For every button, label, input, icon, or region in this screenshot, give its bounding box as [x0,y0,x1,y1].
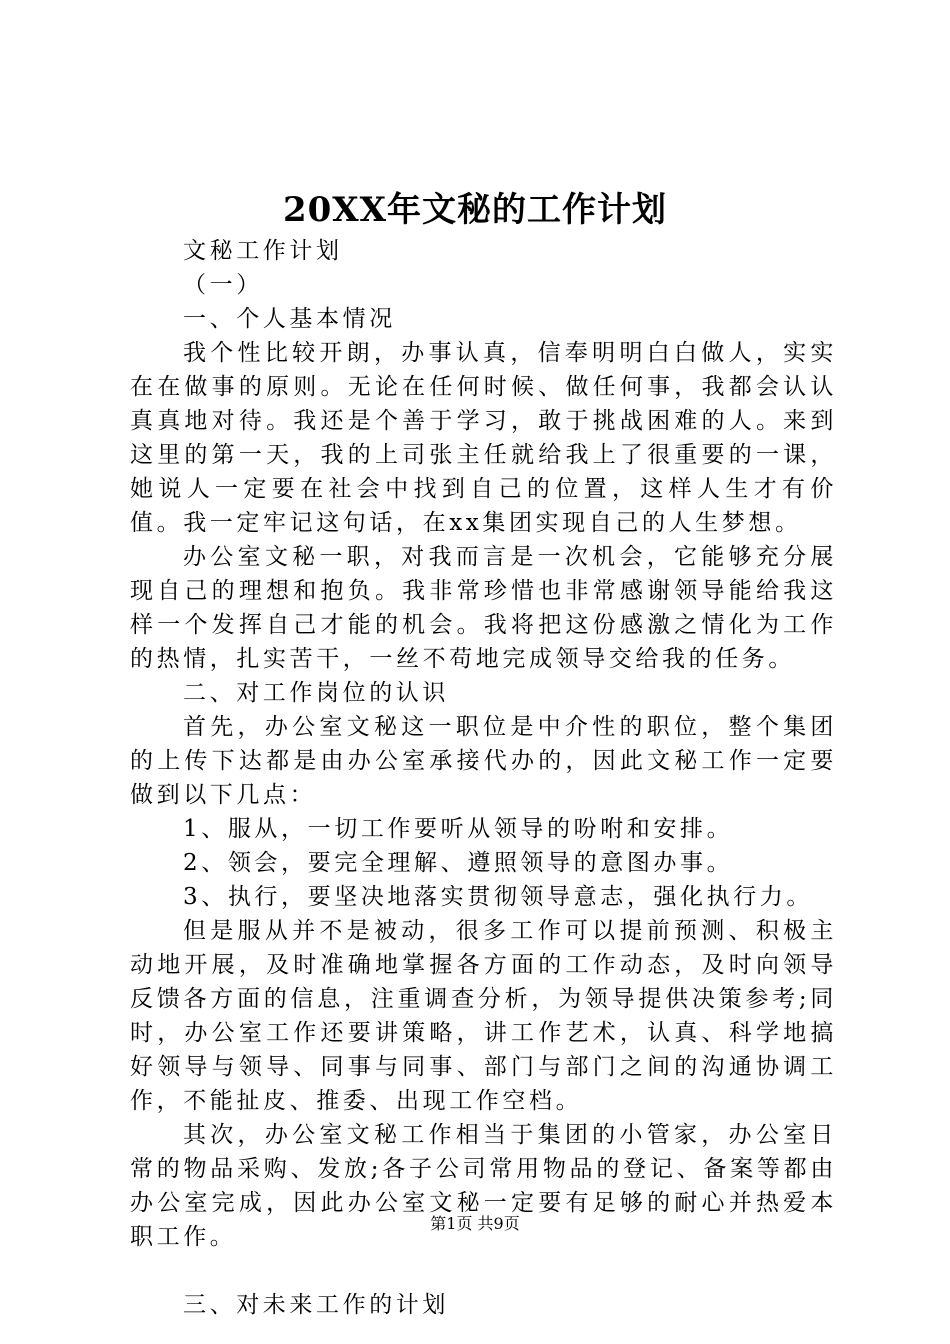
section-heading: 三、对未来工作的计划 [183,1292,449,1318]
paragraph: 其次，办公室文秘工作相当于集团的小管家，办公室日常的物品采购、发放;各子公司常用物品的登记、备案等都由办公室完成，因此办公室文秘一定要有足够的耐心并热爱本职工作。 [130,1122,837,1250]
section-heading: 二、对工作岗位的认识 [183,680,449,706]
paragraph: 首先，办公室文秘这一职位是中介性的职位，整个集团的上传下达都是由办公室承接代办的，因此文秘工作一定要做到以下几点： [130,714,837,808]
list-item: 3、执行，要坚决地落实贯彻领导意志，强化执行力。 [183,884,814,910]
document-body [130,234,837,1322]
paragraph: 办公室文秘一职，对我而言是一次机会，它能够充分展现自己的理想和抱负。我非常珍惜也非常感谢领导能给我这样一个发挥自己才能的机会。我将把这份感激之情化为工作的热情，扎实苦干，一丝不苟地完成领导交给我的任务。 [130,544,837,672]
page-number: 第1页 共9页 [430,1214,520,1233]
paragraph: 文秘工作计划 [183,238,343,264]
list-item: 2、领会，要完全理解、遵照领导的意图办事。 [183,850,734,876]
page-footer [0,1212,950,1236]
document-title: 20XX年文秘的工作计划 [282,190,668,230]
list-item: 1、服从，一切工作要听从领导的吩咐和安排。 [183,816,734,842]
paragraph: （一） [183,272,263,298]
paragraph: 我个性比较开朗，办事认真，信奉明明白白做人，实实在在做事的原则。无论在任何时候、做任何事，我都会认认真真地对待。我还是个善于学习，敢于挑战困难的人。来到这里的第一天，我的上司张主任就给我上了很重要的一课，她说人一定要在社会中找到自己的位置，这样人生才有价值。我一定牢记这句话，在xx集团实现自己的人生梦想。 [130,340,837,536]
paragraph: 但是服从并不是被动，很多工作可以提前预测、积极主动地开展，及时准确地掌握各方面的工作动态，及时向领导反馈各方面的信息，注重调查分析，为领导提供决策参考;同时，办公室工作还要讲策略，讲工作艺术，认真、科学地搞好领导与领导、同事与同事、部门与部门之间的沟通协调工作，不能扯皮、推委、出现工作空档。 [130,918,837,1114]
section-heading: 一、个人基本情况 [183,306,396,332]
